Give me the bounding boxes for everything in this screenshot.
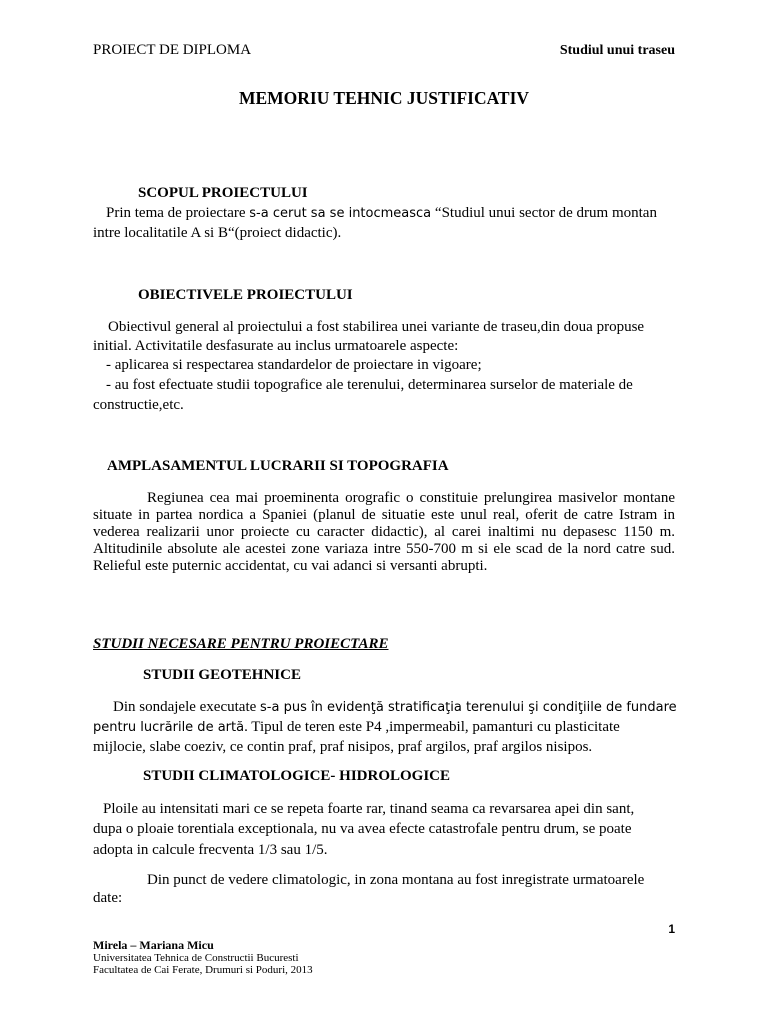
footer — [93, 939, 313, 976]
objectives-line-1: Obiectivul general al proiectului a fost stabilirea unei variante de traseu,din doua propuse — [108, 319, 645, 335]
geo-line-2: pentru lucrările de artă. Tipul de teren este P4 ,impermeabil, pamanturi cu plasticitate — [93, 719, 620, 735]
clim-line-1: Ploile au intensitati mari ce se repeta foarte rar, tinand seama ca revarsarea apei din sant, — [103, 801, 635, 817]
site-line-3: vederea realizarii unor proiecte cu caracter didactic), al carei inaltimi nu depasesc 1150 m. — [93, 524, 675, 540]
section-heading-studies: STUDII NECESARE PENTRU PROIECTARE — [93, 636, 389, 652]
header-right: Studiul unui traseu — [559, 43, 675, 58]
footer-author: Mirela – Mariana Micu — [93, 938, 214, 952]
section-heading-objectives: OBIECTIVELE PROIECTULUI — [138, 287, 353, 303]
header-left: PROIECT DE DIPLOMA — [93, 42, 252, 58]
objectives-line-5: constructie,etc. — [93, 397, 184, 413]
geo-line-1: Din sondajele executate s-a pus în evidenţă stratificaţia terenului şi condiţiile de fundare — [113, 699, 677, 715]
site-line-2: situate in partea nordica a Spaniei (planul de situatie este unul real, oferit de catre Istram in — [93, 507, 675, 523]
page-number: 1 — [668, 922, 675, 936]
site-line-5: Relieful este puternic accidentat, cu vai adanci si versanti abrupti. — [93, 558, 488, 574]
geo-line-3: mijlocie, slabe coeziv, ce contin praf, praf nisipos, praf argilos, praf argilos nisipos. — [93, 739, 593, 755]
objectives-line-3: - aplicarea si respectarea standardelor de proiectare in vigoare; — [106, 357, 482, 373]
clim-line-3: adopta in calcule frecventa 1/3 sau 1/5. — [93, 842, 328, 858]
section-heading-scope: SCOPUL PROIECTULUI — [138, 185, 308, 201]
site-line-1: Regiunea cea mai proeminenta orografic o constituie prelungirea masivelor montane — [147, 490, 675, 506]
footer-university: Universitatea Tehnica de Constructii Bucuresti — [93, 952, 299, 964]
site-line-4: Altitudinile absolute ale acestei zone variaza intre 550-700 m si ele scad de la nord catre sud. — [93, 541, 675, 557]
objectives-line-4: - au fost efectuate studii topografice ale terenului, determinarea surselor de materiale de — [106, 377, 633, 393]
clim-line-5: date: — [93, 890, 123, 906]
footer-faculty: Facultatea de Cai Ferate, Drumuri si Poduri, 2013 — [93, 964, 313, 976]
subheading-climatology: STUDII CLIMATOLOGICE- HIDROLOGICE — [143, 768, 451, 784]
section-heading-site: AMPLASAMENTUL LUCRARII SI TOPOGRAFIA — [107, 458, 449, 474]
scope-line-1: Prin tema de proiectare s-a cerut sa se intocmeasca “Studiul unui sector de drum montan — [106, 205, 657, 221]
clim-line-2: dupa o ploaie torentiala exceptionala, nu va avea efecte catastrofale pentru drum, se poate — [93, 821, 632, 837]
scope-line-2: intre localitatile A si B“(proiect didactic). — [93, 225, 342, 241]
page-title: MEMORIU TEHNIC JUSTIFICATIV — [238, 88, 530, 108]
subheading-geotechnical: STUDII GEOTEHNICE — [143, 667, 301, 683]
objectives-line-2: initial. Activitatile desfasurate au inclus urmatoarele aspecte: — [93, 338, 459, 354]
clim-line-4: Din punct de vedere climatologic, in zona montana au fost inregistrate urmatoarele — [147, 872, 645, 888]
